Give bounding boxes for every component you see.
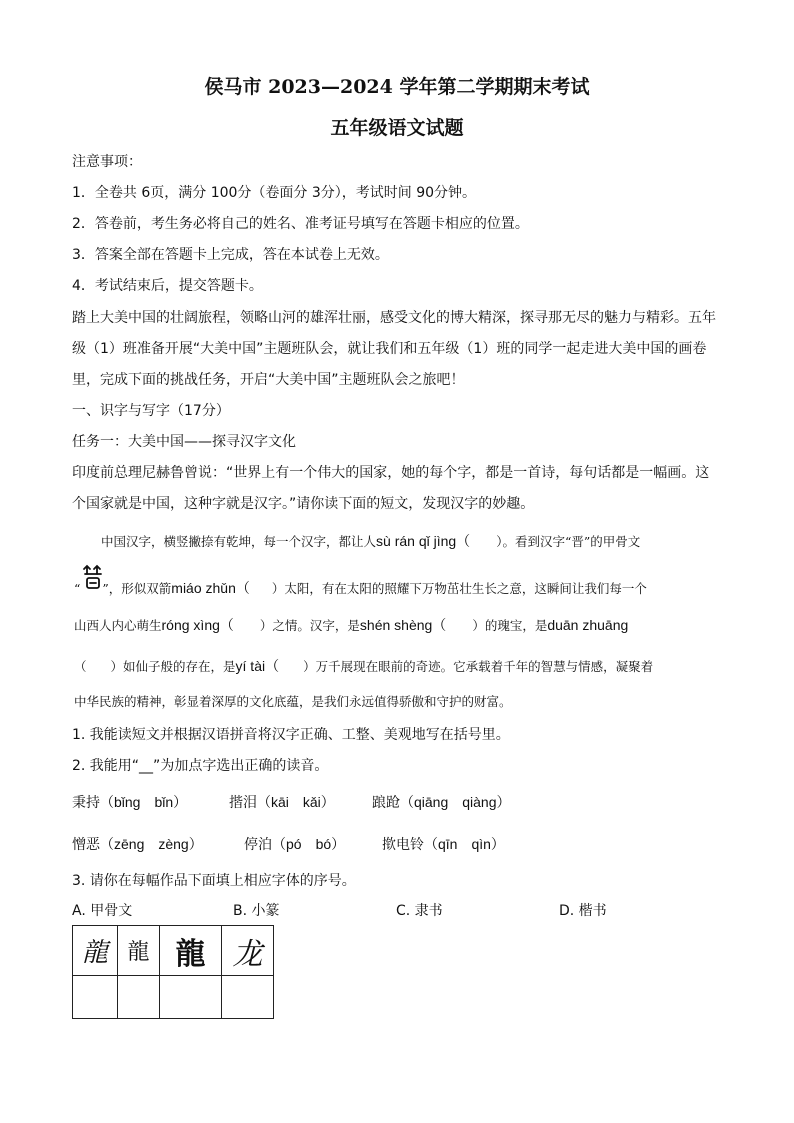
glyph-cell [118, 926, 160, 976]
option-a: A. 甲骨文 [72, 903, 133, 919]
exam-subtitle: 五年级语文试题 [330, 117, 464, 139]
glyph-clerical: 龍 [175, 936, 206, 972]
passage-text: ）如仙子般的存在，是 [110, 659, 236, 674]
answer-cell[interactable] [222, 976, 274, 1019]
section-heading: 一、识字与写字（17分） [72, 403, 230, 419]
passage-text: （ [74, 659, 87, 674]
calligraphy-table [72, 925, 274, 1019]
glyph-cell [73, 926, 118, 976]
glyph-regular: 龙 [232, 936, 263, 972]
notes-item: 1．全卷共 6页，满分 100分（卷面分 3分），考试时间 90分钟。 [72, 185, 477, 201]
option-b: B. 小篆 [233, 903, 280, 919]
reading-option[interactable]: 憎恶（zēng zèng） [72, 836, 203, 852]
question-1: 1. 我能读短文并根据汉语拼音将汉字正确、工整、美观地写在括号里。 [72, 727, 510, 743]
pinyin: róng xìng（ [161, 617, 234, 633]
notes-heading: 注意事项： [72, 154, 142, 170]
passage-text: 山西人内心萌生 [74, 618, 162, 633]
notes-item: 2．答卷前，考生务必将自己的姓名、准考证号填写在答题卡相应的位置。 [72, 216, 529, 232]
reading-option[interactable]: 揿电铃（qīn qìn） [382, 836, 505, 852]
answer-cell[interactable] [160, 976, 222, 1019]
passage-text: ）。看到汉字“晋”的甲骨文 [496, 534, 641, 549]
passage-text: ）太阳，有在太阳的照耀下万物茁壮生长之意，这瞬间让我们每一个 [271, 581, 647, 596]
passage-line-5: 中华民族的精神，彰显着深厚的文化底蕴，是我们永远值得骄傲和守护的财富。 [74, 694, 512, 709]
option-c: C. 隶书 [396, 903, 443, 919]
reading-option[interactable]: 停泊（pó bó） [244, 836, 346, 852]
passage-text: ）之情。汉字，是 [259, 618, 360, 633]
glyph-cell [160, 926, 222, 976]
pinyin: duān zhuāng [547, 617, 629, 633]
intro-line: 级（1）班准备开展“大美中国”主题班队会，就让我们和五年级（1）班的同学一起走进大美中国的画卷 [72, 341, 707, 357]
reading-option[interactable]: 揩泪（kāi kǎi） [229, 794, 335, 810]
passage-text: ”，形似双箭 [102, 581, 172, 596]
passage-text: ）的瑰宝，是 [472, 618, 548, 633]
passage-line-2 [74, 578, 647, 598]
question-2: 2. 我能用“__”为加点字选出正确的读音。 [72, 758, 329, 774]
glyph-oracle: 龍 [81, 938, 108, 968]
reading-option[interactable]: 秉持（bǐng bǐn） [72, 794, 188, 810]
task-heading: 任务一：大美中国——探寻汉字文化 [72, 434, 296, 450]
question-3: 3. 请你在每幅作品下面填上相应字体的序号。 [72, 873, 356, 889]
glyph-cell [222, 926, 274, 976]
passage-line-1 [101, 531, 640, 551]
passage-text: ）万千展现在眼前的奇迹。它承载着千年的智慧与情感，凝聚着 [303, 659, 654, 674]
quote-line: 个国家就是中国，这种字就是汉字。”请你读下面的短文，发现汉字的妙趣。 [72, 496, 535, 512]
glyph-seal: 龍 [127, 940, 150, 965]
notes-item: 3．答案全部在答题卡上完成，答在本试卷上无效。 [72, 247, 389, 263]
intro-line: 里，完成下面的挑战任务，开启“大美中国”主题班队会之旅吧！ [72, 372, 465, 388]
exam-title: 侯马市 2023—2024 学年第二学期期末考试 [204, 76, 590, 98]
quote-line: 印度前总理尼赫鲁曾说：“世界上有一个伟大的国家，她的每个字，都是一首诗，每句话都是一幅画。这 [72, 465, 710, 481]
intro-line: 踏上大美中国的壮阔旅程，领略山河的雄浑壮丽，感受文化的博大精深，探寻那无尽的魅力与精彩。五年 [72, 310, 716, 326]
option-d: D. 楷书 [559, 903, 607, 919]
passage-text: “ [74, 581, 81, 596]
notes-item: 4．考试结束后，提交答题卡。 [72, 278, 263, 294]
answer-cell[interactable] [73, 976, 118, 1019]
pinyin: yí tài（ [235, 658, 280, 674]
pinyin: shén shèng（ [359, 617, 447, 633]
pinyin: sù rán qǐ jìng（ [376, 533, 471, 549]
pinyin: miáo zhǔn（ [171, 580, 250, 596]
passage-line-4 [74, 656, 653, 676]
reading-option[interactable]: 踉跄（qiāng qiàng） [372, 794, 511, 810]
passage-line-3 [74, 615, 628, 635]
answer-cell[interactable] [118, 976, 160, 1019]
passage-text: 中国汉字，横竖撇捺有乾坤，每一个汉字，都让人 [101, 534, 377, 549]
